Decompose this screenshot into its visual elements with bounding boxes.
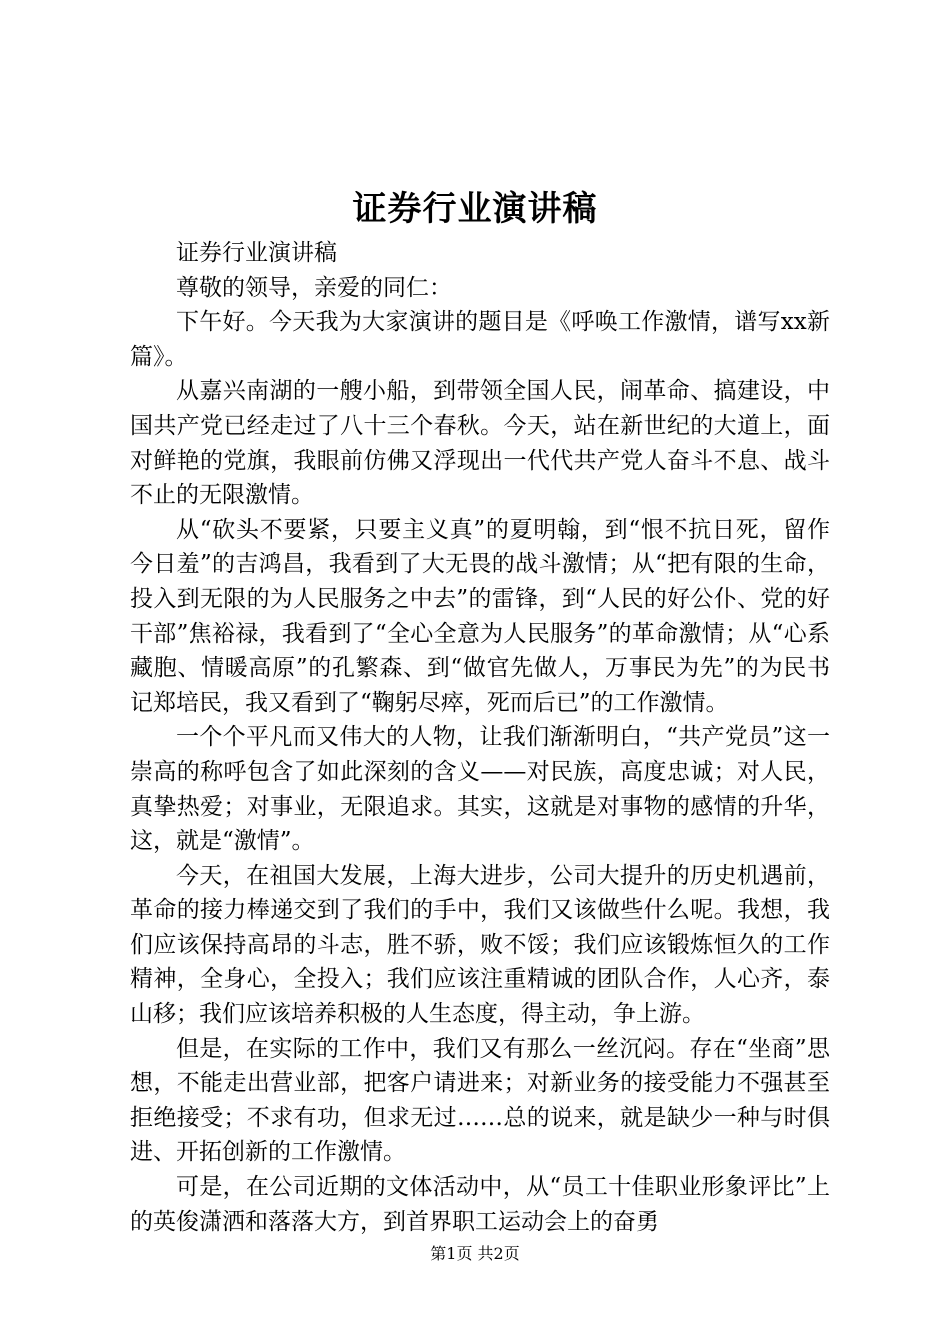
paragraph: 证券行业演讲稿: [176, 240, 337, 266]
paragraph: 尊敬的领导，亲爱的同仁：: [176, 274, 452, 301]
paragraph: 下午好。今天我为大家演讲的题目是《呼唤工作激情，谱写xx新篇》。: [130, 309, 830, 370]
paragraph: 但是，在实际的工作中，我们又有那么一丝沉闷。存在“坐商”思想，不能走出营业部，把客户请进来；对新业务的接受能力不强甚至拒绝接受；不求有功，但求无过……总的说来，就是缺少一种与时俱进、开拓创新的工作激情。: [130, 1035, 830, 1166]
paragraph: 从嘉兴南湖的一艘小船，到带领全国人民，闹革命、搞建设，中国共产党已经走过了八十三个春秋。今天，站在新世纪的大道上，面对鲜艳的党旗，我眼前仿佛又浮现出一代代共产党人奋斗不息、战斗不止的无限激情。: [130, 378, 830, 509]
document-body: [130, 236, 830, 1239]
paragraph: 可是，在公司近期的文体活动中，从“员工十佳职业形象评比”上的英俊潇洒和落落大方，到首界职工运动会上的奋勇: [130, 1174, 830, 1235]
paragraph: 从“砍头不要紧，只要主义真”的夏明翰，到“恨不抗日死，留作今日羞”的吉鸿昌，我看到了大无畏的战斗激情；从“把有限的生命，投入到无限的为人民服务之中去”的雷锋，到“人民的好公仆、党的好干部”焦裕禄，我看到了“全心全意为人民服务”的革命激情；从“心系藏胞、情暖高原”的孔繁森、到“做官先做人，万事民为先”的为民书记郑培民，我又看到了“鞠躬尽瘁，死而后已”的工作激情。: [130, 516, 830, 716]
paragraph: 一个个平凡而又伟大的人物，让我们渐渐明白，“共产党员”这一崇高的称呼包含了如此深刻的含义——对民族，高度忠诚；对人民，真挚热爱；对事业，无限追求。其实，这就是对事物的感情的升华，这，就是“激情”。: [130, 724, 830, 855]
paragraph: 今天，在祖国大发展，上海大进步，公司大提升的历史机遇前，革命的接力棒递交到了我们的手中，我们又该做些什么呢。我想，我们应该保持高昂的斗志，胜不骄，败不馁；我们应该锻炼恒久的工作精神，全身心，全投入；我们应该注重精诚的团队合作，人心齐，泰山移；我们应该培养积极的人生态度，得主动，争上游。: [130, 862, 830, 1028]
page-footer: 第1页 共2页: [430, 1244, 520, 1263]
document-title: 证券行业演讲稿: [352, 189, 598, 229]
